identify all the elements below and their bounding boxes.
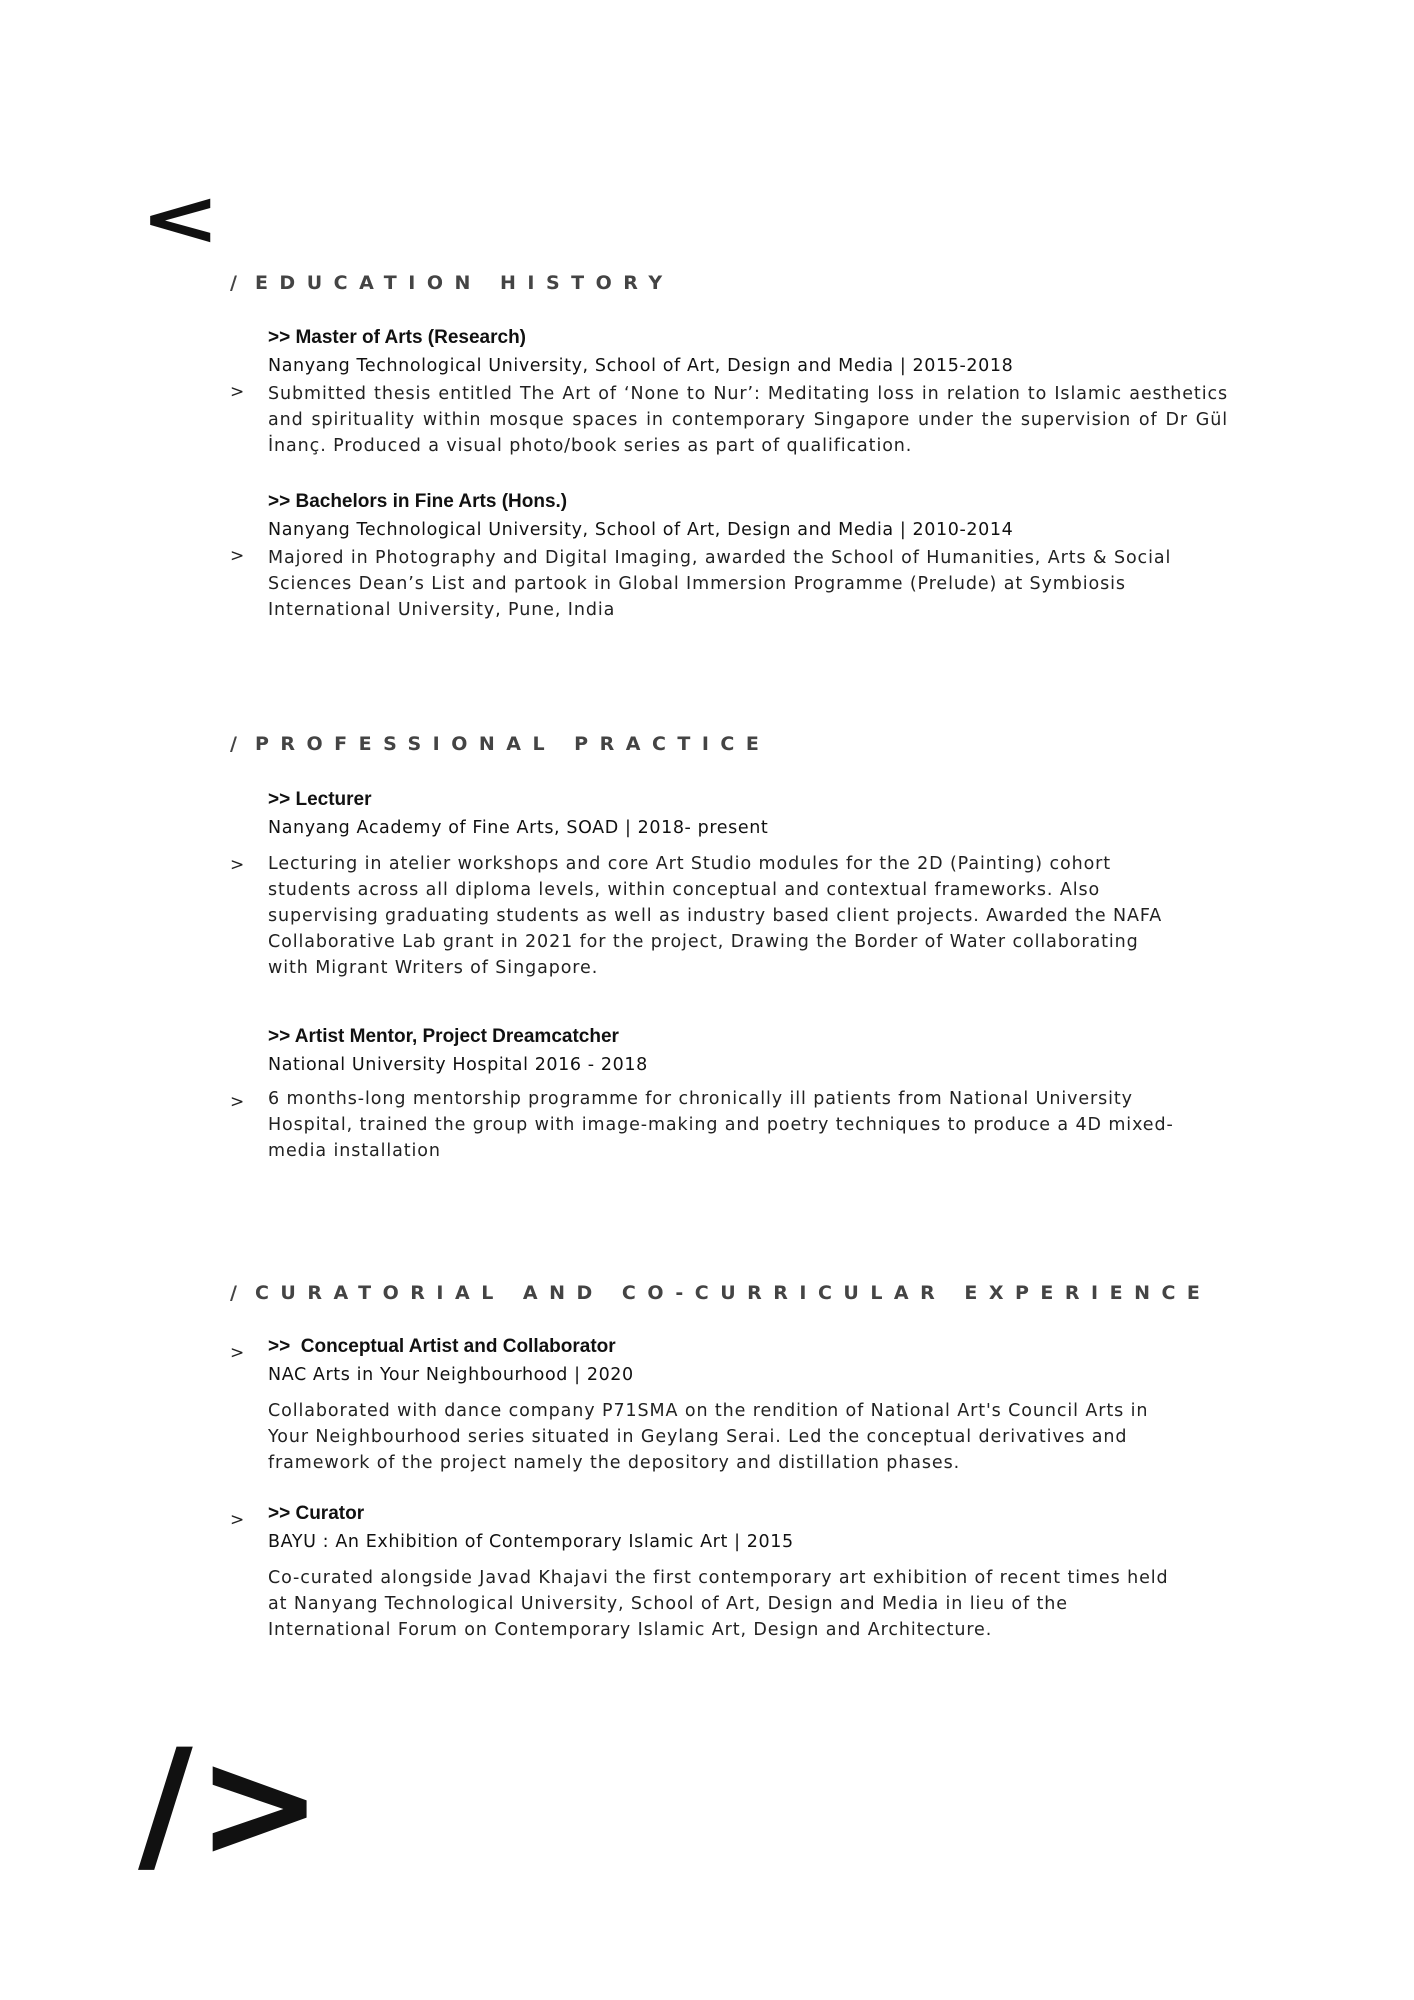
heading-text: PROFESSIONAL PRACTICE [254,733,771,755]
heading-slash: / [230,1282,255,1304]
education-entry-master [268,324,1228,459]
education-section-heading [230,272,674,294]
curatorial-entry-curator [268,1500,1178,1643]
bullet-marker: > [230,855,245,875]
curatorial-entry-artist [268,1333,1178,1476]
practice-entry-lecturer [268,786,1168,981]
education-entry-bachelors [268,488,1228,623]
entry-description: Co-curated alongside Javad Khajavi the first contemporary art exhibition of recent times held at Nanyang Technological University, School of Art, Design and Media in lieu of the International Forum on Contemporary Islamic Art, Design and Architecture. [268,1568,1169,1640]
heading-text: EDUCATION HISTORY [254,272,674,294]
entry-subtitle: BAYU : An Exhibition of Contemporary Islamic Art | 2015 [268,1532,794,1552]
bullet-marker: > [230,1510,245,1530]
entry-title: >> Conceptual Artist and Collaborator [268,1336,616,1357]
open-bracket-decoration: < [140,173,221,263]
entry-description: Collaborated with dance company P71SMA on the rendition of National Art's Council Arts in Your Neighbourhood series situated in Geylang Serai. Led the conceptual derivatives and framework of the project namely the depository and distillation phases. [268,1401,1149,1473]
heading-text: CURATORIAL AND CO-CURRICULAR EXPERIENCE [254,1282,1212,1304]
entry-description: Lecturing in atelier workshops and core Art Studio modules for the 2D (Painting) cohort students across all diploma levels, within conceptual and contextual frameworks. Also supervising graduating students as well as industry based client projects. Awarded the NAFA Collaborative Lab grant in 2021 for the project, Drawing the Border of Water collaborating with Migrant Writers of Singapore. [268,854,1163,978]
entry-description: Submitted thesis entitled The Art of ‘None to Nur’: Meditating loss in relation to Islamic aesthetics and spirituality within mosque spaces in contemporary Singapore under the supervision of Dr Gül İnanç. Produced a visual photo/book series as part of qualification. [268,384,1228,456]
entry-title: >> Master of Arts (Research) [268,327,527,348]
bullet-marker: > [230,1343,245,1363]
entry-subtitle: National University Hospital 2016 - 2018 [268,1055,648,1075]
entry-description: 6 months-long mentorship programme for chronically ill patients from National University Hospital, trained the group with image-making and poetry techniques to produce a 4D mixed-media installation [268,1089,1174,1161]
entry-title: >> Bachelors in Fine Arts (Hons.) [268,491,568,512]
practice-section-heading [230,733,770,755]
heading-slash: / [230,272,255,294]
close-bracket-decoration: /> [138,1718,327,1892]
entry-title: >> Lecturer [268,789,372,810]
bullet-marker: > [230,1092,245,1112]
bullet-marker: > [230,382,245,402]
entry-subtitle: Nanyang Technological University, School of Art, Design and Media | 2010-2014 [268,520,1014,540]
entry-description: Majored in Photography and Digital Imaging, awarded the School of Humanities, Arts & Social Sciences Dean’s List and partook in Global Immersion Programme (Prelude) at Symbiosis International University, Pune, India [268,548,1172,620]
entry-subtitle: NAC Arts in Your Neighbourhood | 2020 [268,1365,634,1385]
entry-title: >> Curator [268,1503,365,1524]
curatorial-section-heading [230,1282,1211,1304]
practice-entry-mentor [268,1023,1188,1164]
heading-slash: / [230,733,255,755]
entry-subtitle: Nanyang Academy of Fine Arts, SOAD | 2018- present [268,818,769,838]
entry-title: >> Artist Mentor, Project Dreamcatcher [268,1026,619,1047]
bullet-marker: > [230,546,245,566]
entry-subtitle: Nanyang Technological University, School of Art, Design and Media | 2015-2018 [268,356,1014,376]
